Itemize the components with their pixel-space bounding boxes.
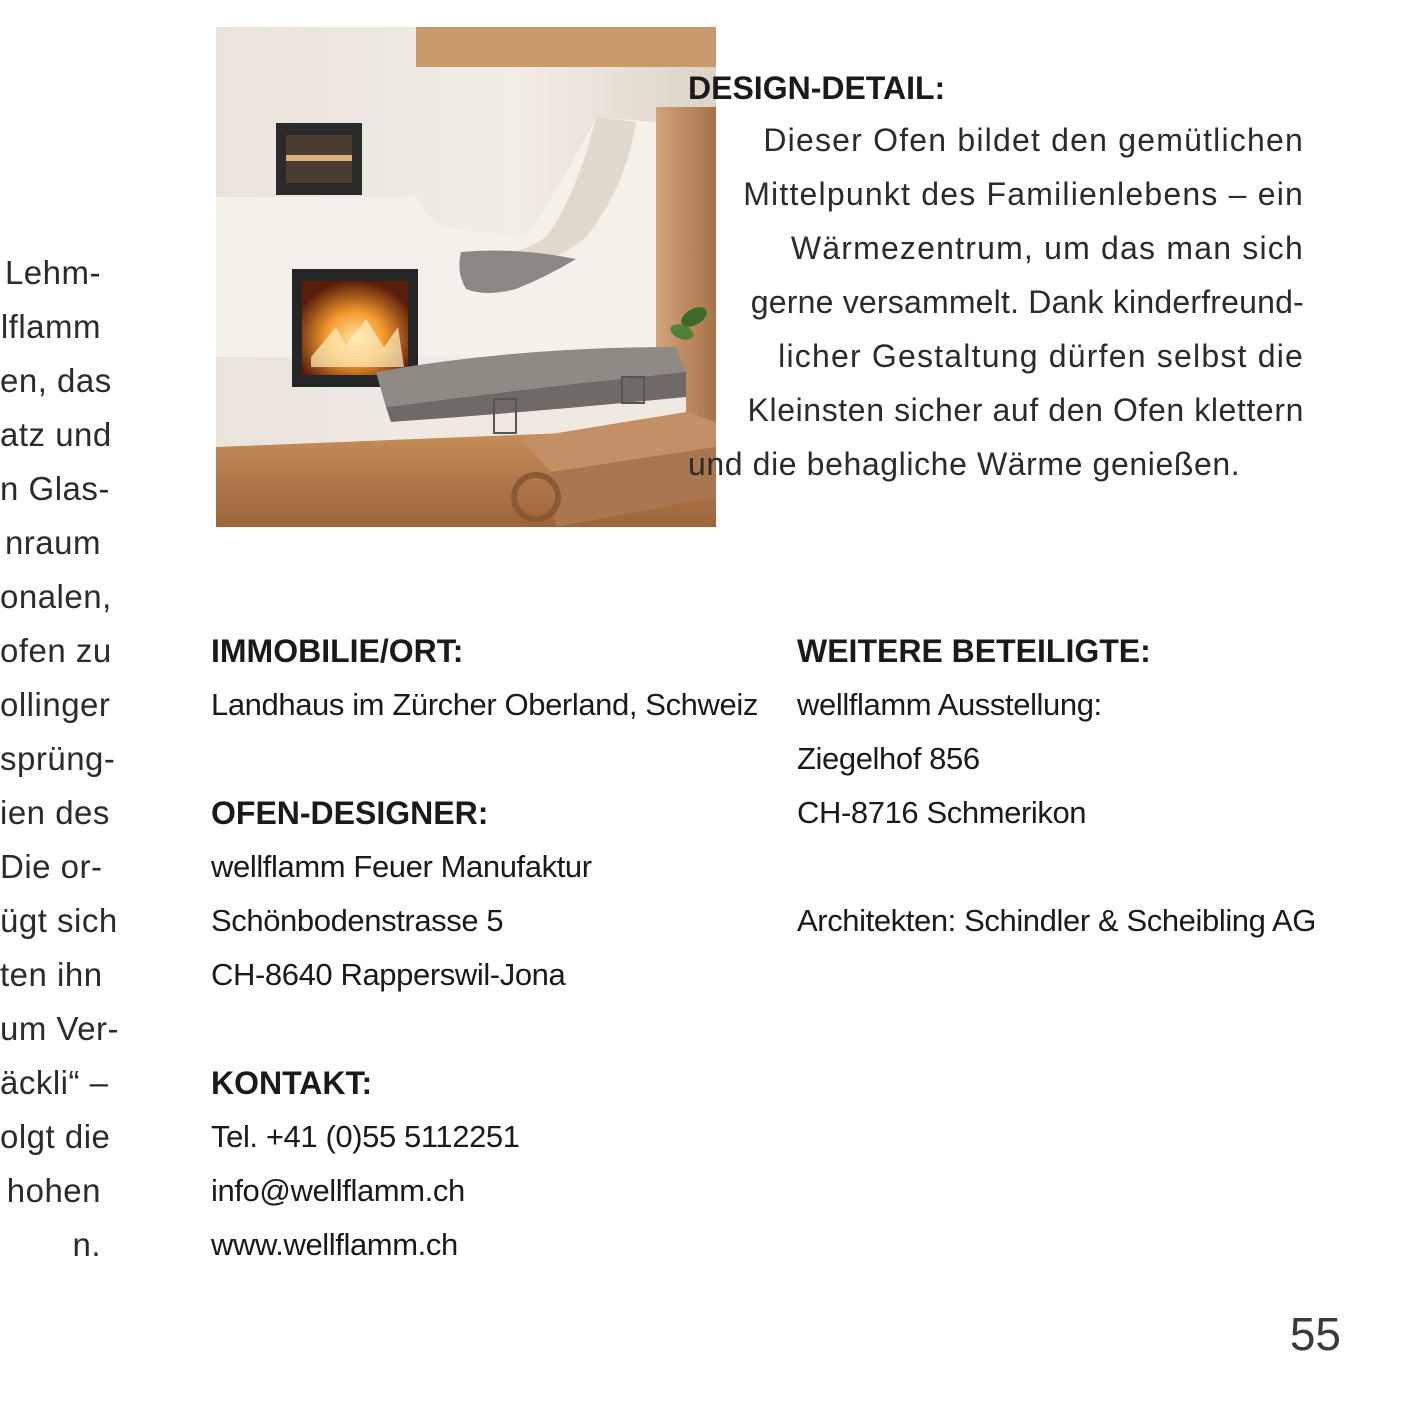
ofen-designer-label: OFEN-DESIGNER: [211, 795, 489, 831]
design-detail-line: Wärmezentrum, um das man sich [790, 230, 1304, 266]
left-text-line: ügt sich [0, 902, 118, 939]
left-text-line: lflamm [0, 308, 101, 345]
ofen-designer-line: wellflamm Feuer Manufaktur [211, 849, 592, 884]
left-text-line: ollinger [0, 686, 111, 723]
left-text-line: sprüng- [0, 740, 116, 777]
stove-photo [216, 27, 716, 527]
ofen-designer-line: Schönbodenstrasse 5 [211, 903, 504, 938]
left-text-line: n Glas- [0, 470, 110, 507]
left-text-line: ien des [0, 794, 110, 831]
left-text-line: onalen, [0, 578, 112, 615]
weitere-beteiligte-label: WEITERE BETEILIGTE: [797, 633, 1151, 669]
kontakt-email-link[interactable]: info@wellflamm.ch [211, 1173, 465, 1208]
left-text-line: hohen [6, 1172, 101, 1209]
left-text-line: ofen zu [0, 632, 112, 669]
left-text-line: atz und [0, 416, 112, 453]
kontakt-phone: Tel. +41 (0)55 5112251 [211, 1119, 520, 1154]
design-detail-line: Kleinsten sicher auf den Ofen klettern [747, 392, 1304, 428]
ofen-designer-line: CH-8640 Rapperswil-Jona [211, 957, 566, 992]
design-detail-line: Mittelpunkt des Familienlebens – ein [743, 176, 1304, 212]
left-text-line: Die or- [0, 848, 103, 885]
left-text-line: äckli“ – [0, 1064, 109, 1101]
page-number: 55 [1289, 1308, 1341, 1360]
kontakt-website-link[interactable]: www.wellflamm.ch [211, 1227, 458, 1262]
design-detail-heading: DESIGN-DETAIL: [688, 70, 946, 106]
left-text-line: um Ver- [0, 1010, 120, 1047]
weitere-beteiligte-line: wellflamm Ausstellung: [797, 687, 1102, 722]
kontakt-label: KONTAKT: [211, 1065, 373, 1101]
left-text-line: n. [72, 1226, 101, 1263]
left-text-line: olgt die [0, 1118, 111, 1155]
left-text-line: en, das [0, 362, 112, 399]
design-detail-line: Dieser Ofen bildet den gemütlichen [763, 122, 1304, 158]
architekten-line: Architekten: Schindler & Scheibling AG [797, 903, 1316, 938]
design-detail-line: gerne versammelt. Dank kinderfreund- [750, 284, 1304, 320]
weitere-beteiligte-line: CH-8716 Schmerikon [797, 795, 1087, 830]
left-text-column [0, 246, 120, 1272]
left-text-line: ten ihn [0, 956, 103, 993]
design-detail-line: und die behagliche Wärme genießen. [688, 446, 1241, 482]
design-detail-line: licher Gestaltung dürfen selbst die [778, 338, 1304, 374]
weitere-beteiligte-line: Ziegelhof 856 [797, 741, 980, 776]
left-text-line: Lehm- [4, 254, 101, 291]
immobilie-value: Landhaus im Zürcher Oberland, Schweiz [211, 687, 758, 722]
left-text-line: nraum [4, 524, 101, 561]
immobilie-label: IMMOBILIE/ORT: [211, 633, 464, 669]
